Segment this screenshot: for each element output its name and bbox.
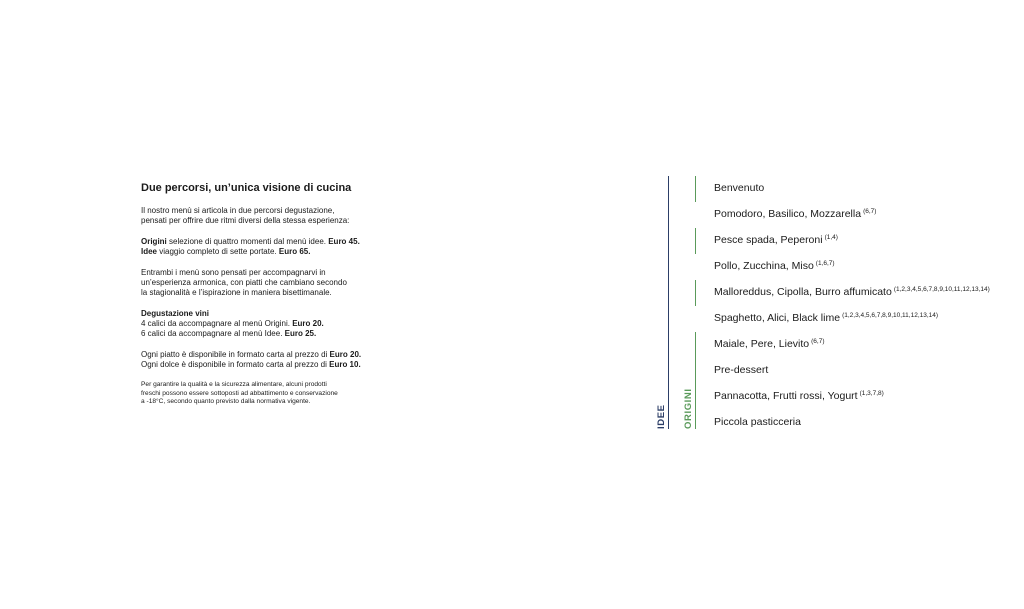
idee-desc: viaggio completo di sette portate. [157, 247, 279, 256]
origini-label: ORIGINI [683, 388, 694, 429]
dish-name: Pre-dessert [714, 364, 769, 376]
dish-name: Pomodoro, Basilico, Mozzarella [714, 208, 862, 220]
dish-name: Spaghetto, Alici, Black lime [714, 312, 841, 324]
carta-price: Euro 10. [329, 360, 361, 369]
intro-paragraph [141, 206, 381, 226]
dish-item [714, 234, 838, 246]
intro-line: pensati per offrire due ritmi diversi della stessa esperienza: [141, 216, 350, 225]
origini-option [141, 237, 381, 247]
note-line: freschi possono essere sottoposti ad abbattimento e conservazione [141, 389, 338, 397]
wine-text: 6 calici da accompagnare al menù Idee. [141, 329, 285, 338]
dish-item [714, 416, 803, 428]
origini-price: Euro 45. [328, 237, 360, 246]
carta-price: Euro 20. [329, 350, 362, 359]
dish-item [714, 312, 938, 324]
origini-name: Origini [141, 237, 167, 246]
wine-line-idee [141, 329, 381, 339]
seasonality-paragraph [141, 268, 381, 298]
seasonality-line: Entrambi i menù sono pensati per accompagnarvi in [141, 268, 326, 277]
allergen-codes: (1,4) [824, 234, 838, 241]
idee-bar [668, 176, 669, 429]
dish-item [714, 390, 884, 402]
allergen-codes: (1,2,3,4,5,6,7,8,9,10,11,12,13,14) [893, 286, 990, 293]
carta-text: Ogni dolce è disponibile in formato carta al prezzo di [141, 360, 330, 369]
dish-name: Benvenuto [714, 182, 765, 194]
food-safety-note [141, 381, 381, 407]
origini-bar-2 [695, 228, 696, 254]
allergen-codes: (6,7) [863, 208, 877, 215]
dish-item [714, 260, 835, 272]
origini-bar-4 [695, 332, 696, 429]
carta-line-dolce [141, 360, 381, 370]
note-line: a -18°C, secondo quanto previsto dalla normativa vigente. [141, 398, 311, 406]
carta-line-piatto [141, 350, 381, 360]
dish-name: Pannacotta, Frutti rossi, Yogurt [714, 390, 858, 402]
wine-price: Euro 20. [292, 319, 324, 328]
note-line: Per garantire la qualità e la sicurezza alimentare, alcuni prodotti [141, 381, 327, 388]
origini-bar-3 [695, 280, 696, 306]
dish-name: Malloreddus, Cipolla, Burro affumicato [714, 286, 892, 298]
dish-name: Maiale, Pere, Lievito [714, 338, 810, 350]
menu-options [141, 237, 381, 257]
idee-name: Idee [141, 247, 158, 256]
allergen-codes: (1,2,3,4,5,6,7,8,9,10,11,12,13,14) [842, 312, 939, 319]
allergen-codes: (1,6,7) [815, 260, 835, 267]
a-la-carte [141, 350, 381, 370]
seasonality-line: la stagionalità e l’ispirazione in maniera bisettimanale. [141, 288, 332, 297]
dish-item [714, 208, 876, 220]
dish-item [714, 286, 990, 298]
wine-text: 4 calici da accompagnare al menù Origini. [141, 319, 293, 328]
origini-bar-1 [695, 176, 696, 202]
seasonality-line: un’esperienza armonica, con piatti che cambiano secondo [141, 278, 347, 287]
wine-price: Euro 25. [284, 329, 317, 338]
dish-item [714, 182, 766, 194]
allergen-codes: (1,3,7,8) [859, 390, 884, 397]
origini-desc: selezione di quattro momenti dal menù idee. [166, 237, 329, 246]
dish-name: Pollo, Zucchina, Miso [714, 260, 814, 272]
intro-section [141, 182, 381, 407]
dish-name: Pesce spada, Peperoni [714, 234, 823, 246]
idee-price: Euro 65. [278, 247, 311, 256]
dish-name: Piccola pasticceria [714, 416, 801, 428]
intro-title: Due percorsi, un’unica visione di cucina [141, 182, 352, 194]
wine-pairing [141, 309, 381, 339]
idee-label: IDEE [656, 404, 667, 429]
dish-item [714, 338, 825, 350]
intro-line: Il nostro menù si articola in due percorsi degustazione, [141, 206, 335, 215]
wine-line-origini [141, 319, 381, 329]
dish-item [714, 364, 770, 376]
carta-text: Ogni piatto è disponibile in formato carta al prezzo di [141, 350, 330, 359]
allergen-codes: (6,7) [811, 338, 825, 345]
idee-option [141, 247, 381, 257]
wine-title: Degustazione vini [141, 309, 210, 318]
